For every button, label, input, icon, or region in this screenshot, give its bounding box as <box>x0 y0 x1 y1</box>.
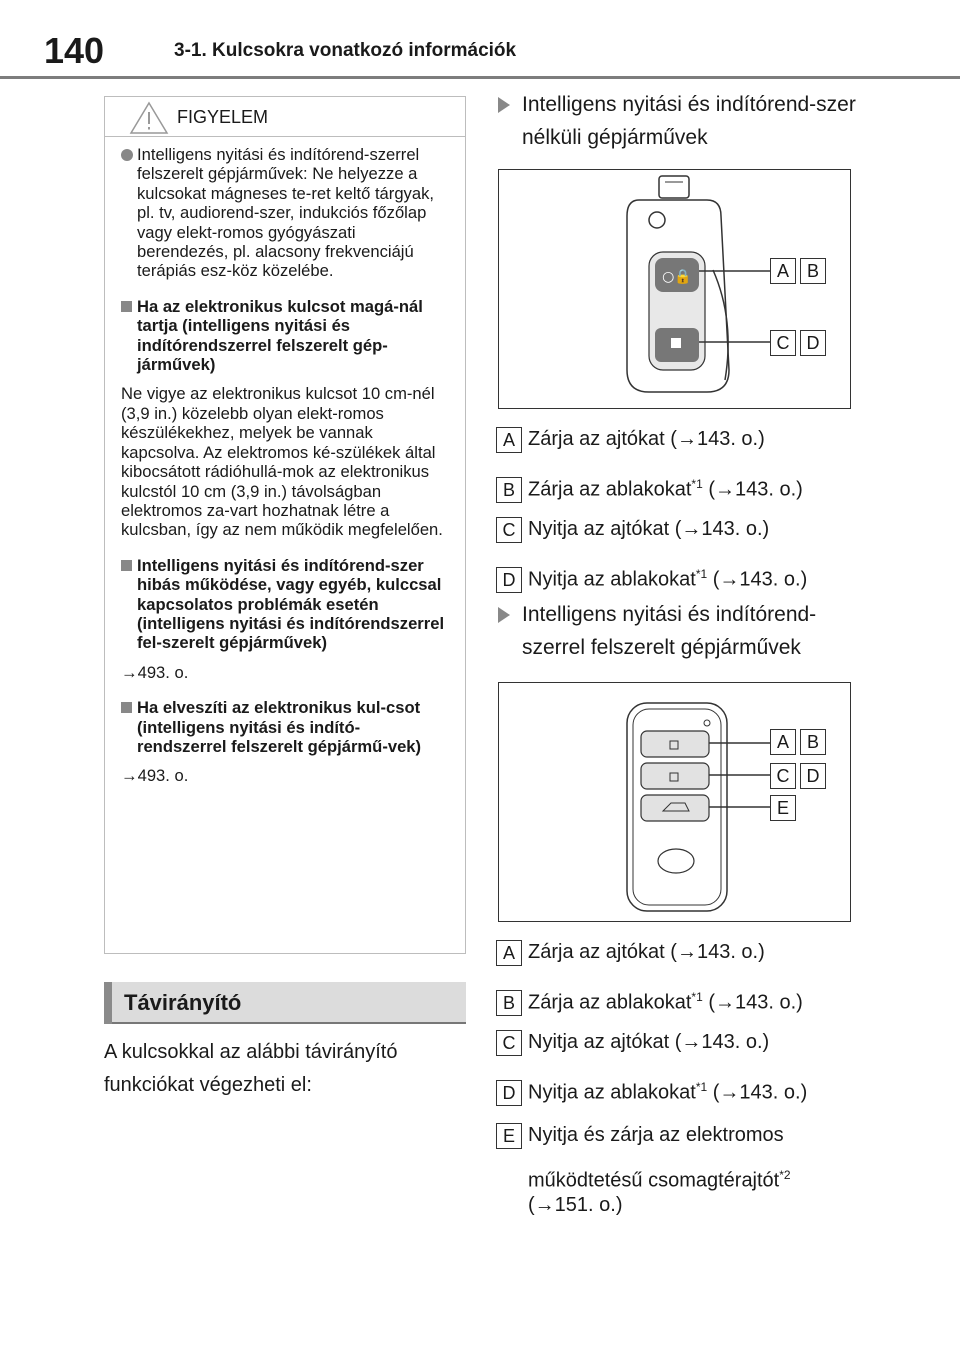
section-bar <box>104 982 112 1024</box>
legend-ref: (→143. o.) <box>707 568 808 591</box>
legend-item-b <box>496 980 896 1020</box>
legend-letter: C <box>496 1030 522 1056</box>
triangle-bullet-icon <box>498 607 510 623</box>
legend-ref: (→143. o.) <box>702 478 803 501</box>
intro-text: A kulcsokkal az alábbi távirányító funkciókat végezheti el: <box>104 1041 398 1096</box>
legend-text: működtetésű csomagtérajtót <box>528 1169 780 1192</box>
legend-text: Nyitja az ajtókat (→143. o.) <box>528 1031 770 1053</box>
warning-reference <box>121 766 449 785</box>
legend-text: Nyitja és zárja az elektromos <box>528 1124 784 1146</box>
figure-label-b: B <box>800 258 826 284</box>
square-bullet-icon <box>121 560 132 571</box>
reference-text: 493. o. <box>137 662 189 682</box>
figure-label-d: D <box>800 330 826 356</box>
square-bullet-icon <box>121 301 132 312</box>
warning-subhead <box>121 698 449 756</box>
legend-text: Nyitja az ablakokat <box>528 1081 696 1104</box>
warning-subhead <box>121 297 449 375</box>
legend-text: Nyitja az ajtókat (→143. o.) <box>528 518 770 540</box>
legend-letter: D <box>496 567 522 593</box>
section-heading <box>104 982 466 1024</box>
warning-paragraph: Ne vigye az elektronikus kulcsot 10 cm-nél (3,9 in.) közelebb olyan elekt-romos készülékekhez, melyek be vannak kapcsolva. Az elektromos ké-szülékek által kibocsátott rádióhullá-mok az elektronikus kulcstól 10 cm (3,9 in.) távolságban elektromos za-vart hozhatnak létre a kulcsban, így az nem működik megfelelően. <box>121 384 443 540</box>
subheading-no-smart <box>498 88 858 154</box>
legend-text: Zárja az ablakokat <box>528 991 692 1014</box>
legend-item-c <box>496 512 896 546</box>
warning-bullet <box>121 145 449 281</box>
legend-ref: (→143. o.) <box>702 991 803 1014</box>
footnote-mark: *1 <box>691 477 703 491</box>
legend-letter: B <box>496 477 522 503</box>
section-title: Távirányító <box>124 990 242 1015</box>
legend-ref: (→151. o.) <box>528 1194 623 1216</box>
subheading-text: Intelligens nyitási és indítórend-szer nélküli gépjárművek <box>522 93 856 149</box>
page-header <box>0 0 960 80</box>
legend-item-b <box>496 467 896 507</box>
figure-label-group <box>770 763 832 789</box>
legend-item-e <box>496 1118 896 1152</box>
figure-label-b: B <box>800 729 826 755</box>
legend-item-a <box>496 935 896 969</box>
footnote-mark: *2 <box>779 1168 791 1182</box>
subheading-smart <box>498 598 858 664</box>
warning-subhead-text: Intelligens nyitási és indítórend-szer hibás működése, vagy egyéb, kulccsal kapcsolatos problémák esetén (intelligens nyitási és indítórendszerrel fel-szerelt gépjárművek) <box>137 555 445 653</box>
footnote-mark: *1 <box>695 1080 708 1094</box>
footnote-mark: *1 <box>695 567 708 581</box>
figure-label-group <box>770 729 832 755</box>
warning-bullet-text: Intelligens nyitási és indítórend-szerrel felszerelt gépjárművek: Ne helyezze a kulcsokat mágneses te-ret keltő tárgyak, pl. tv, audiorend-szer, indukciós főzőlap vagy elekt-romos gyógyászati berendezés, pl. alacsony frekvenciájú terápiás esz-köz közelébe. <box>137 145 434 281</box>
smart-key-illustration <box>499 683 850 921</box>
legend-item-c <box>496 1025 896 1059</box>
figure-label-group <box>770 795 796 821</box>
key-fob-figure-1 <box>498 169 851 409</box>
warning-title: FIGYELEM <box>177 107 269 127</box>
legend-text: Zárja az ajtókat (→143. o.) <box>528 941 765 963</box>
warning-reference <box>121 663 449 682</box>
warning-box <box>104 96 466 954</box>
legend-letter: A <box>496 940 522 966</box>
triangle-bullet-icon <box>498 97 510 113</box>
legend-letter: C <box>496 517 522 543</box>
legend-letter: E <box>496 1123 522 1149</box>
warning-subhead-text: Ha az elektronikus kulcsot magá-nál tartja (intelligens nyitási és indítórendszerrel felszerelt gép-járművek) <box>137 296 423 375</box>
figure-label-c: C <box>770 330 796 356</box>
legend-letter: D <box>496 1080 522 1106</box>
figure-label-a: A <box>770 729 796 755</box>
page-number: 140 <box>44 30 105 71</box>
legend-item-d <box>496 1070 896 1110</box>
figure-label-c: C <box>770 763 796 789</box>
square-bullet-icon <box>121 702 132 713</box>
svg-text:○🔒: ○🔒 <box>662 269 692 285</box>
flip-key-illustration <box>499 170 850 408</box>
legend-item-a <box>496 422 896 456</box>
footnote-mark: *1 <box>691 990 703 1004</box>
legend-item-e-ref <box>528 1188 928 1222</box>
figure-label-e: E <box>770 795 796 821</box>
figure-label-group <box>770 258 832 284</box>
figure-label-d: D <box>800 763 826 789</box>
header-rule <box>0 76 960 79</box>
figure-label-a: A <box>770 258 796 284</box>
legend-text: Nyitja az ablakokat <box>528 568 696 591</box>
figure-label-group <box>770 330 832 356</box>
warning-body <box>105 137 465 786</box>
warning-subhead <box>121 556 449 653</box>
legend-text: Zárja az ajtókat (→143. o.) <box>528 428 765 450</box>
key-fob-figure-2 <box>498 682 851 922</box>
legend-item-d <box>496 557 896 597</box>
warning-subhead-text: Ha elveszíti az elektronikus kul-csot (intelligens nyitási és indító-rendszerrel felszerelt gépjármű-vek) <box>137 698 422 756</box>
legend-ref: (→143. o.) <box>707 1081 808 1104</box>
arrow-icon: → <box>121 766 138 786</box>
legend-letter: B <box>496 990 522 1016</box>
warning-header <box>105 97 465 137</box>
subheading-text: Intelligens nyitási és indítórend-szerrel felszerelt gépjárművek <box>522 603 817 659</box>
bullet-dot-icon <box>121 149 133 161</box>
reference-text: 493. o. <box>137 766 189 786</box>
chapter-title: 3-1. Kulcsokra vonatkozó információk <box>174 40 517 61</box>
warning-triangle-icon <box>129 101 169 135</box>
legend-text: Zárja az ablakokat <box>528 478 692 501</box>
legend-letter: A <box>496 427 522 453</box>
arrow-icon: → <box>121 662 138 682</box>
